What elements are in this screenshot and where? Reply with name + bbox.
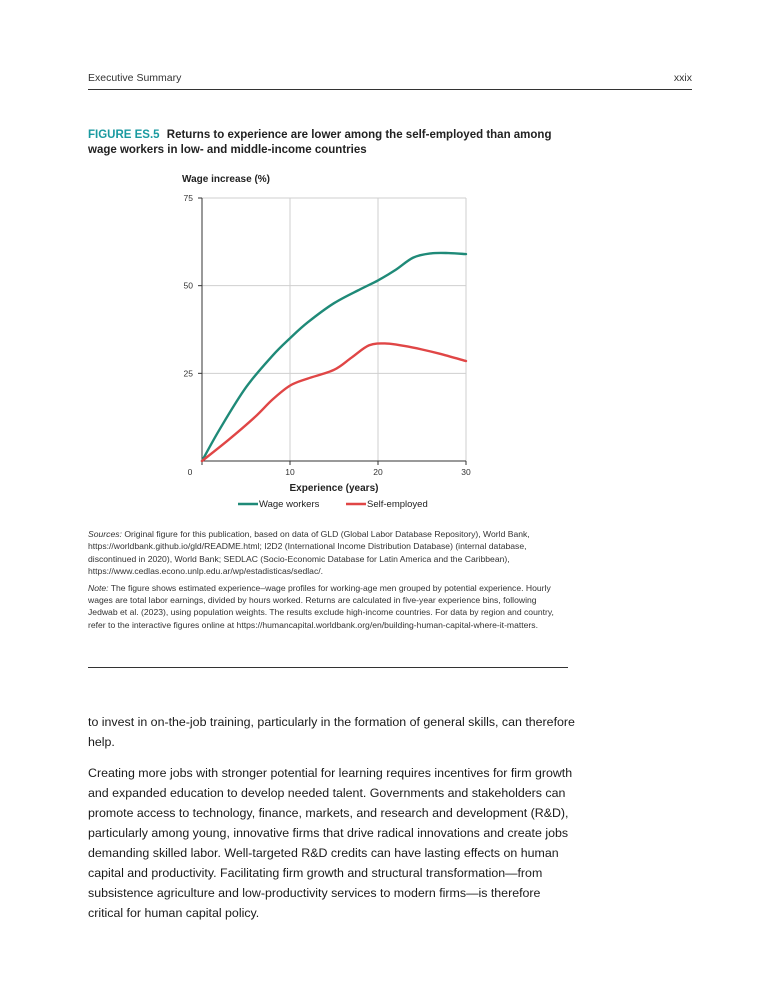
legend-label: Self-employed [367, 499, 428, 510]
figure-label: FIGURE ES.5 [88, 129, 160, 141]
sources-label: Sources: [88, 529, 122, 539]
chart-svg [150, 168, 490, 518]
legend-label: Wage workers [259, 499, 320, 510]
y-tick-label: 50 [183, 280, 193, 291]
figure-title [88, 128, 568, 158]
page-header [88, 71, 692, 90]
page-number: xxix [673, 72, 692, 84]
y-axis-label: Wage increase (%) [182, 174, 270, 185]
note-paragraph [88, 582, 568, 632]
x-tick-label: 10 [285, 467, 295, 477]
body-text [88, 712, 578, 934]
body-paragraph-1: to invest in on-the-job training, particularly in the formation of general skills, can therefore help. [88, 715, 575, 749]
y-tick-label: 75 [183, 193, 193, 203]
notes-divider [88, 667, 568, 668]
sources-text: Original figure for this publication, based on data of GLD (Global Labor Database Repository), World Bank, https://worldbank.github.io/gld/README.html; I2D2 (International Income Distribution Database) (internal database, discontinued in 2020), World Bank; SEDLAC (Socio-Economic Database for Latin America and the Caribbean), https://www.cedlas.econo.unlp.edu.ar/wp/estadisticas/sedlac/. [88, 529, 530, 577]
note-label: Note: [88, 582, 109, 593]
note-text: The figure shows estimated experience–wage profiles for working-age men grouped by potential experience. Hourly wages are total labor earnings, divided by hours worked. Returns are calculated in five-year experience bins, following Jedwab et al. (2023), using population weights. The results exclude high-income countries. For data by region and country, refer to the interactive figures online at https://humancapital.worldbank.org/en/building-human-capital-where-it-matters. [88, 582, 554, 630]
x-tick-label: 20 [373, 467, 383, 477]
figure-caption: Returns to experience are lower among the self-employed than among wage workers in low- and middle-income countries [88, 129, 552, 156]
x-tick-label: 0 [187, 467, 193, 477]
x-tick-label: 30 [461, 467, 471, 477]
y-tick-label: 25 [183, 368, 193, 379]
body-paragraph-2: Creating more jobs with stronger potential for learning requires incentives for firm growth and expanded education to develop needed talent. Governments and stakeholders can promote access to technology, finance, markets, and research and development (R&D), particularly among young, innovative firms that drive radical innovations and create jobs demanding skilled labor. Well-targeted R&D credits can have lasting effects on human capital and productivity. Facilitating firm growth and structural transformation—from subsistence agriculture and low-productivity services to modern firms—is therefore critical for human capital policy. [88, 766, 573, 920]
figure-notes [88, 528, 568, 635]
x-axis-label: Experience (years) [289, 483, 379, 494]
sources-paragraph [88, 528, 568, 578]
series-line-self-employed [202, 343, 466, 461]
section-title: Executive Summary [88, 72, 182, 84]
line-chart [150, 168, 490, 518]
